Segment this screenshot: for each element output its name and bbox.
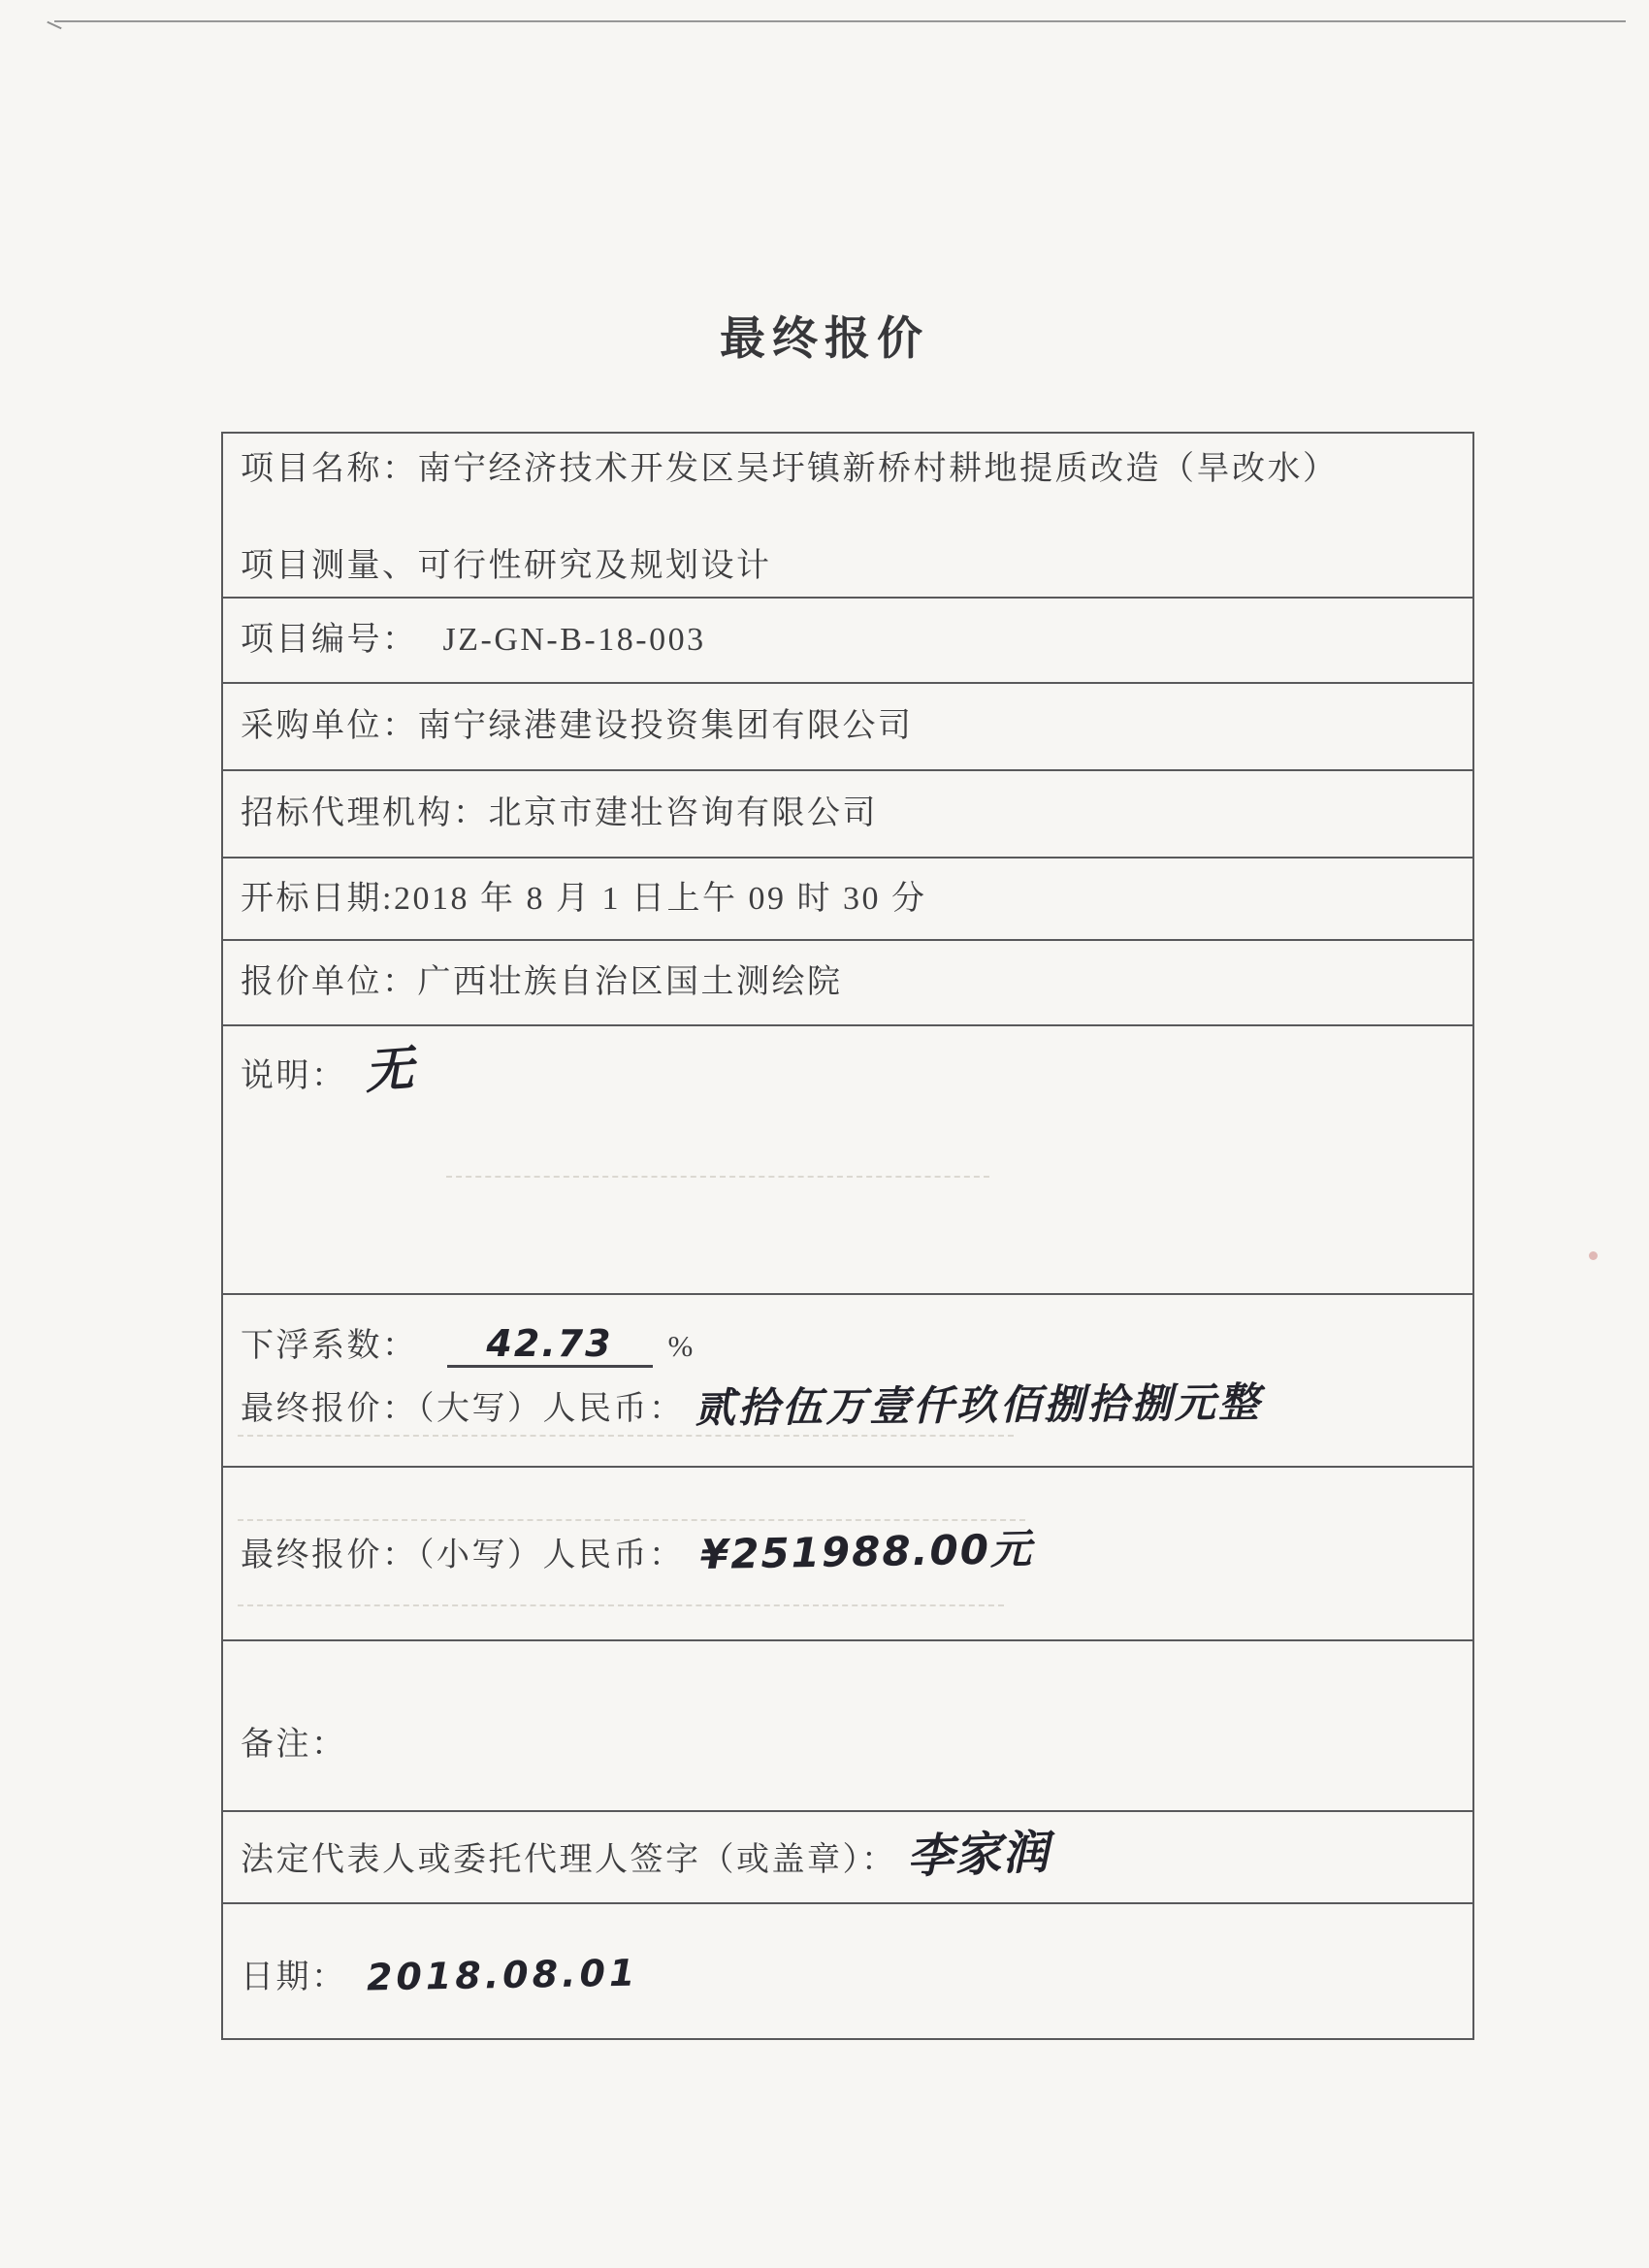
- note-handwritten-value: 无: [362, 1040, 417, 1100]
- note-label: 说明：: [241, 1058, 347, 1094]
- project-name-value: 南宁经济技术开发区吴圩镇新桥村耕地提质改造（旱改水）: [417, 451, 1339, 487]
- remarks-label: 备注：: [241, 1727, 347, 1763]
- table-row-purchaser: [223, 684, 1472, 771]
- bidder-value: 广西壮族自治区国土测绘院: [417, 964, 843, 1000]
- scan-artifact-speck: [1589, 1251, 1598, 1260]
- final-quote-words-label: 最终报价：（大写）人民币：: [241, 1391, 685, 1427]
- signature-label: 法定代表人或委托代理人签字（或盖章）：: [241, 1841, 897, 1878]
- table-row-project-number: [223, 599, 1472, 684]
- table-row-remarks: [223, 1641, 1472, 1812]
- project-name-line2: [241, 546, 1461, 587]
- discount-coefficient-line: [241, 1322, 1461, 1368]
- table-row-remarks-note: [223, 1026, 1472, 1295]
- table-row-project-name: [223, 434, 1472, 599]
- date-label: 日期：: [241, 1960, 347, 1995]
- bid-opening-date-value: 2018 年 8 月 1 日上午 09 时 30 分: [393, 880, 927, 917]
- bid-opening-date-label: 开标日期:: [241, 880, 394, 917]
- table-row-bidder: [223, 941, 1472, 1026]
- scan-artifact-line: [54, 20, 1626, 22]
- project-name-label: 项目名称：: [241, 451, 418, 487]
- table-row-date: [223, 1904, 1472, 2038]
- discount-coefficient-handwritten-value: 42.73: [447, 1322, 653, 1368]
- bidding-agency-label: 招标代理机构：: [241, 795, 489, 831]
- quotation-table: [221, 432, 1474, 2040]
- table-row-bidding-agency: [223, 771, 1472, 859]
- discount-coefficient-unit: %: [667, 1329, 694, 1363]
- project-name-value-continued: 项目测量、可行性研究及规划设计: [241, 548, 772, 584]
- purchaser-label: 采购单位：: [241, 708, 418, 744]
- signature-handwritten-value: 李家润: [905, 1824, 1051, 1885]
- final-quote-words-handwritten-value: 贰拾伍万壹仟玖佰捌拾捌元整: [694, 1377, 1262, 1433]
- date-handwritten-value: 2018.08.01: [366, 1951, 639, 1999]
- purchaser-value: 南宁绿港建设投资集团有限公司: [417, 708, 914, 744]
- table-row-bid-opening-date: [223, 859, 1472, 941]
- bidder-label: 报价单位：: [241, 964, 418, 1000]
- final-quote-figures-handwritten-value: ¥251988.00元: [699, 1524, 1033, 1578]
- discount-coefficient-label: 下浮系数：: [241, 1328, 418, 1364]
- project-number-value: JZ-GN-B-18-003: [442, 622, 706, 658]
- project-name-line1: [241, 449, 1461, 490]
- project-number-label: 项目编号：: [241, 622, 418, 658]
- table-row-signature: [223, 1812, 1472, 1904]
- bidding-agency-value: 北京市建壮咨询有限公司: [488, 795, 878, 831]
- table-row-final-quote-figures: [223, 1468, 1472, 1641]
- scan-artifact-ghost-line: [446, 1176, 989, 1178]
- table-row-discount-and-amount-words: [223, 1295, 1472, 1468]
- scan-artifact-ghost-line: [238, 1435, 1014, 1437]
- scan-artifact-ghost-line: [238, 1519, 1025, 1521]
- scan-artifact-ghost-line: [238, 1604, 1004, 1606]
- final-quote-figures-label: 最终报价：（小写）人民币：: [241, 1537, 685, 1573]
- page-title: 最终报价: [720, 314, 929, 365]
- final-quote-words-line: [241, 1377, 1461, 1433]
